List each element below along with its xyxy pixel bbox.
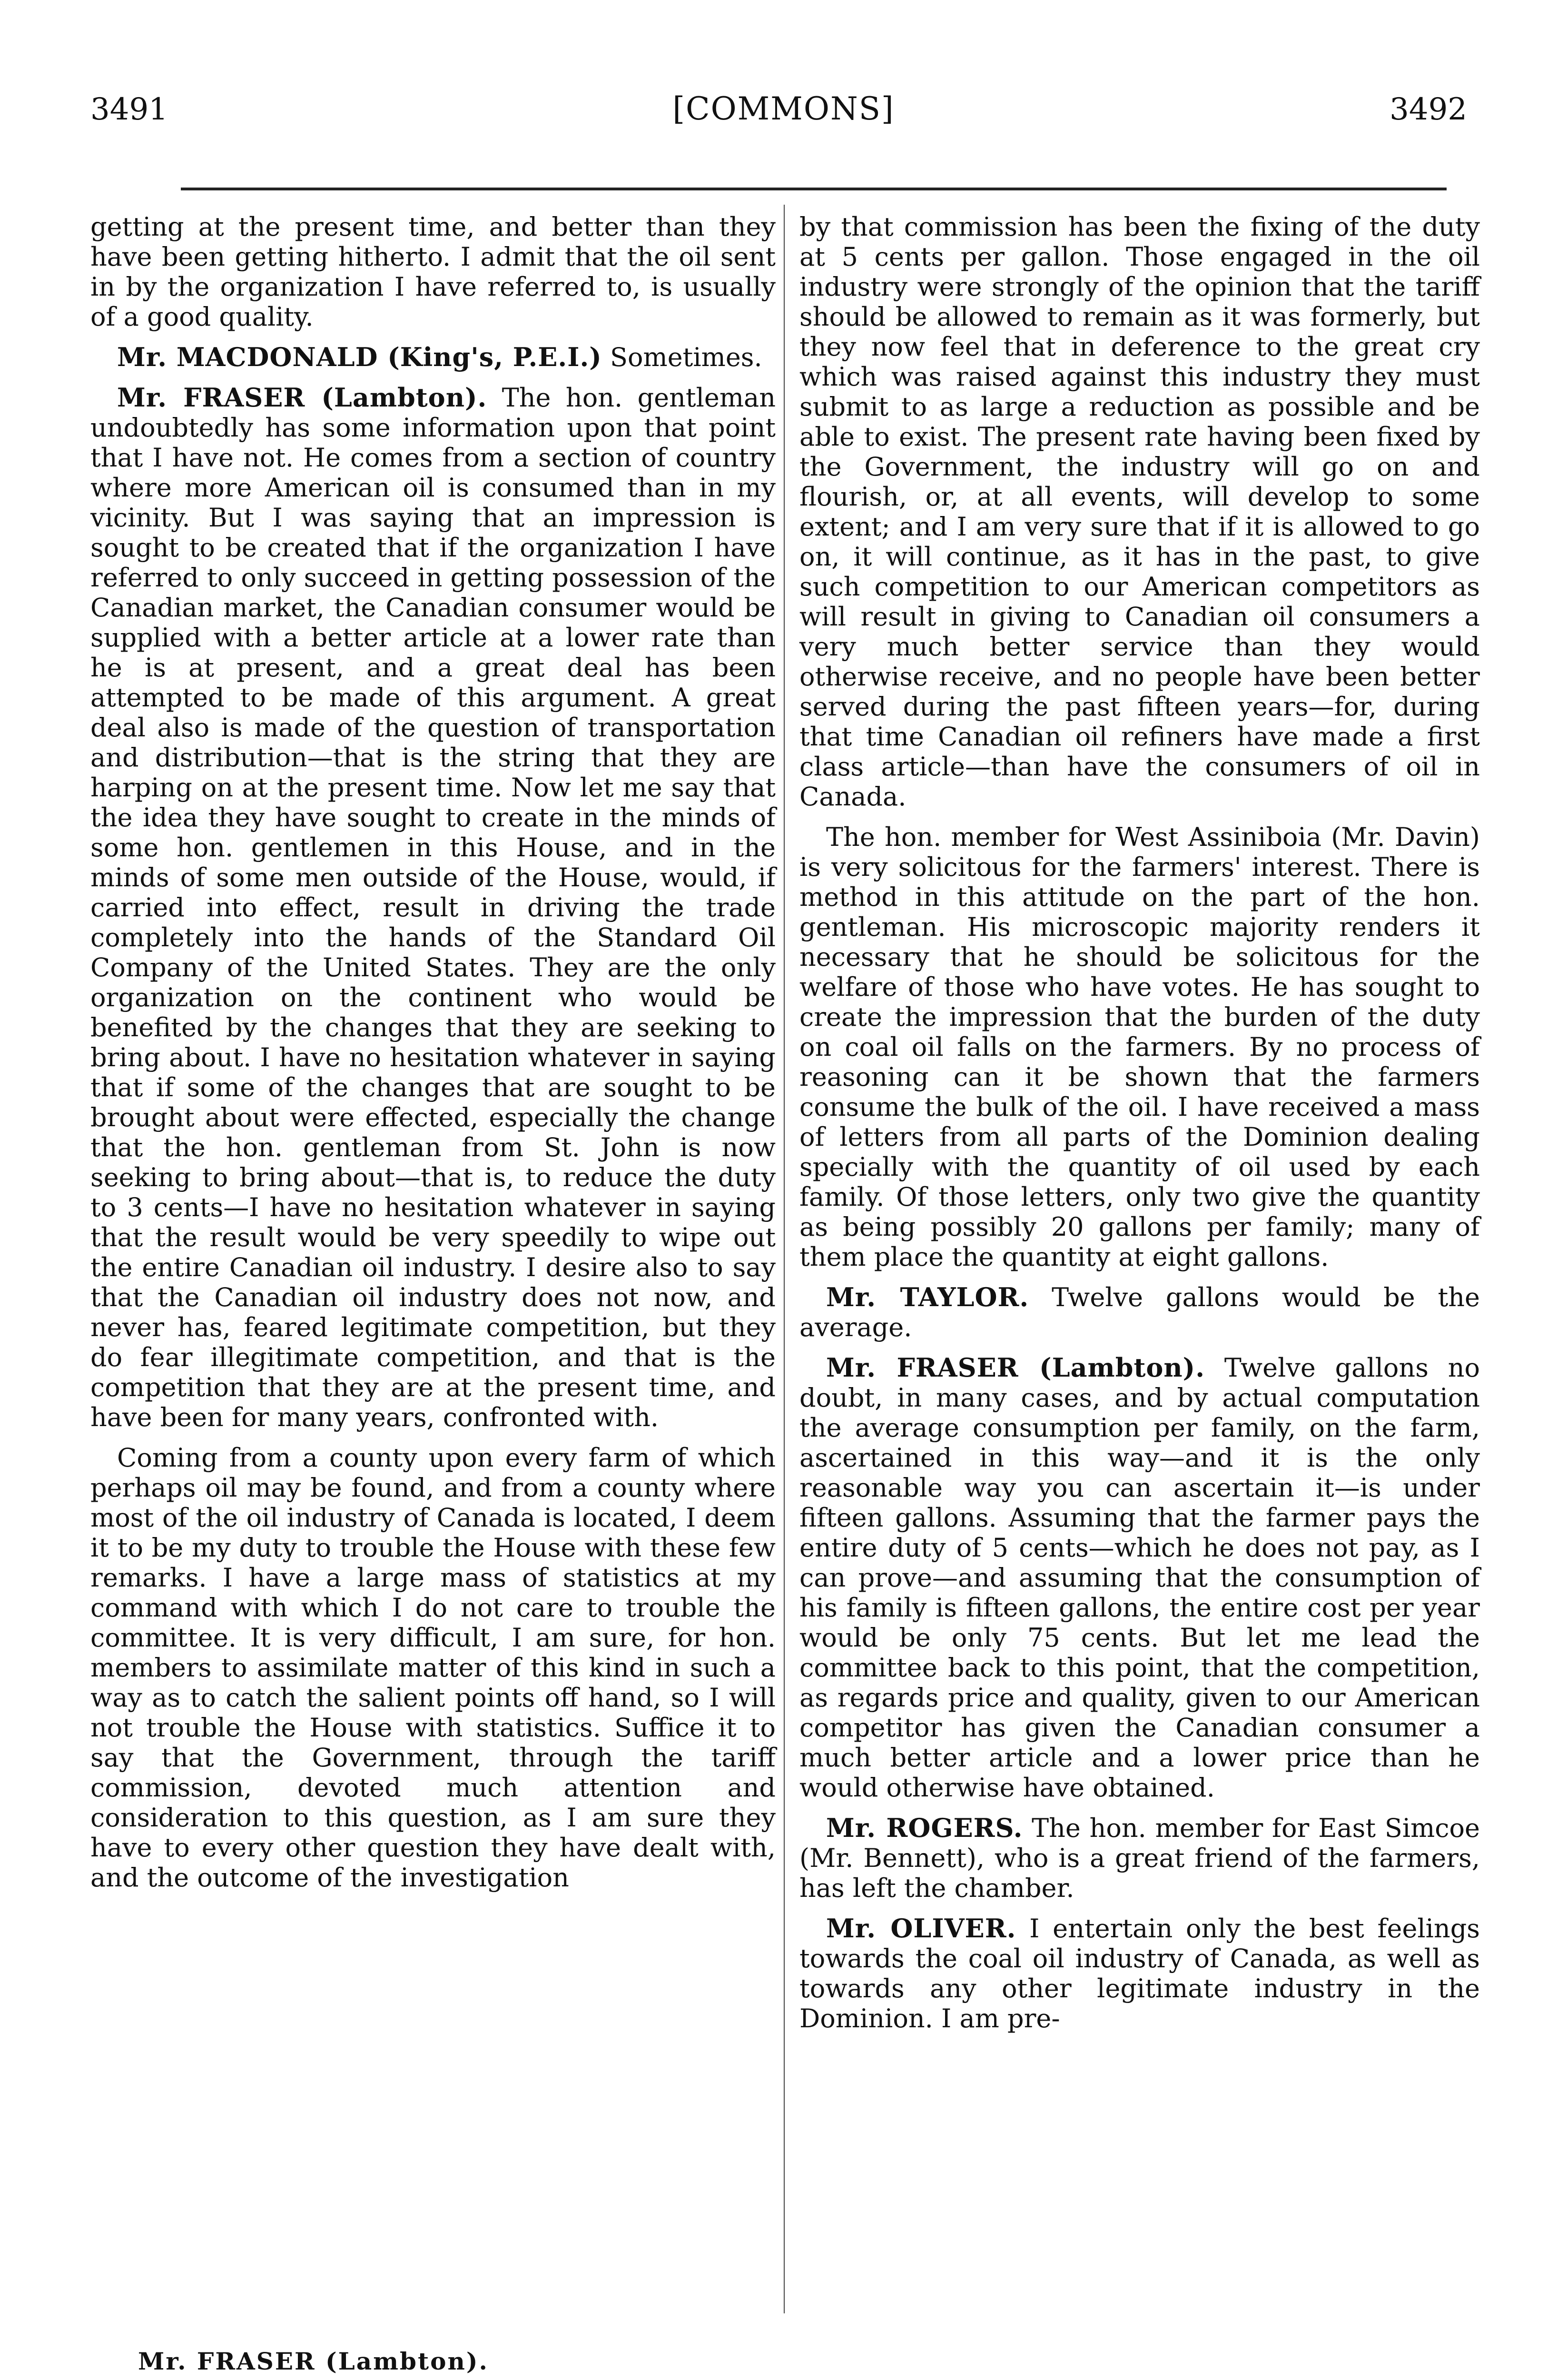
- speech-text: Twelve gallons would be the average.: [799, 1282, 1480, 1342]
- page-number-right: 3492: [1390, 92, 1467, 127]
- speaker-name: Mr. FRASER (Lambton).: [117, 382, 487, 413]
- paragraph: Coming from a county upon every farm of which perhaps oil may be found, and from a county where most of the oil industry of Canada is located, I deem it to be my duty to trouble the House with these few remarks. I have a large mass of statistics at my command with which I do not care to trouble the committee. It is very difficult, I am sure, for hon. members to assimilate matter of this kind in such a way as to catch the salient points off hand, so I will not trouble the House with statistics. Suffice it to say that the Government, through the tariff commission, devoted much attention and consideration to this question, as I am sure they have to every other question they have dealt with, and the outcome of the investigation: [90, 1443, 776, 1893]
- speech-paragraph: [799, 1914, 1480, 2033]
- column-divider: [784, 205, 785, 2313]
- speech-text: Sometimes.: [610, 342, 762, 372]
- speech-paragraph: [90, 342, 776, 372]
- paragraph: by that commission has been the fixing of the duty at 5 cents per gallon. Those engaged in the oil industry were strongly of the opinion that the tariff should be allowed to remain as it was formerly, but they now feel that in deference to the great cry which was raised against this industry they must submit to as large a reduction as possible and be able to exist. The present rate having been fixed by the Government, the industry will go on and flourish, or, at all events, will develop to some extent; and I am very sure that if it is allowed to go on, it will continue, as it has in the past, to give such competition to our American competitors as will result in giving to Canadian oil consumers a very much better service than they would otherwise receive, and no people have been better served during the past fifteen years—for, during that time Canadian oil refiners have made a first class article—than have the consumers of oil in Canada.: [799, 212, 1480, 812]
- footer-speaker: Mr. FRASER (Lambton).: [138, 2347, 489, 2375]
- paragraph: getting at the present time, and better than they have been getting hitherto. I admit that the oil sent in by the organization I have referred to, is usually of a good quality.: [90, 212, 776, 332]
- speech-paragraph: [799, 1353, 1480, 1803]
- speech-text: Twelve gallons no doubt, in many cases, and by actual computation the average consumption per family, on the farm, ascertained in this way—and it is the only reasonable way you can ascertain it—is under fifteen gallons. Assuming that the farmer pays the entire duty of 5 cents—which he does not pay, as I can prove—and assuming that the consumption of his family is fifteen gallons, the entire cost per year would be only 75 cents. But let me lead the committee back to this point, that the competition, as regards price and quality, given to our American competitor has given the Canadian consumer a much better article and a lower price than he would otherwise have obtained.: [799, 1353, 1480, 1803]
- speaker-name: Mr. OLIVER.: [826, 1913, 1016, 1944]
- speech-paragraph: [90, 383, 776, 1432]
- speech-text: The hon. member for East Simcoe (Mr. Bennett), who is a great friend of the farmers, has left the chamber.: [799, 1813, 1480, 1903]
- left-column: [90, 212, 776, 1903]
- speaker-name: Mr. ROGERS.: [826, 1813, 1023, 1843]
- paragraph: The hon. member for West Assiniboia (Mr. Davin) is very solicitous for the farmers' interest. There is method in this attitude on the part of the hon. gentleman. His microscopic majority renders it necessary that he should be solicitous for the welfare of those who have votes. He has sought to create the impression that the burden of the duty on coal oil falls on the farmers. By no process of reasoning can it be shown that the farmers consume the bulk of the oil. I have received a mass of letters from all parts of the Dominion dealing specially with the quantity of oil used by each family. Of those letters, only two give the quantity as being possibly 20 gallons per family; many of them place the quantity at eight gallons.: [799, 822, 1480, 1272]
- speaker-name: Mr. MACDONALD (King's, P.E.I.): [117, 342, 602, 372]
- running-head: [COMMONS]: [672, 90, 895, 127]
- speech-paragraph: [799, 1813, 1480, 1903]
- speech-text: The hon. gentleman undoubtedly has some information upon that point that I have not. He comes from a section of country where more American oil is consumed than in my vicinity. But I was saying that an impression is sought to be created that if the organization I have referred to only succeed in getting possession of the Canadian market, the Canadian consumer would be supplied with a better article at a lower rate than he is at present, and a great deal has been attempted to be made of this argument. A great deal also is made of the question of transportation and distribution—that is the string that they are harping on at the present time. Now let me say that the idea they have sought to create in the minds of some hon. gentlemen in this House, and in the minds of some men outside of the House, would, if carried into effect, result in driving the trade completely into the hands of the Standard Oil Company of the United States. They are the only organization on the continent who would be benefited by the changes that they are seeking to bring about. I have no hesitation whatever in saying that if some of the changes that are sought to be brought about were effected, especially the change that the hon. gentleman from St. John is now seeking to bring about—that is, to reduce the duty to 3 cents—I have no hesitation whatever in saying that the result would be very speedily to wipe out the entire Canadian oil industry. I desire also to say that the Canadian oil industry does not now, and never has, feared legitimate competition, but they do fear illegitimate competition, and that is the competition that they are at the present time, and have been for many years, confronted with.: [90, 383, 776, 1432]
- page-number-left: 3491: [90, 92, 168, 127]
- speech-paragraph: [799, 1282, 1480, 1342]
- header-rule: [181, 188, 1447, 190]
- right-column: [799, 212, 1480, 2044]
- page-header: [0, 0, 1567, 171]
- speech-text: I entertain only the best feelings towards the coal oil industry of Canada, as well as towards any other legitimate industry in the Dominion. I am pre-: [799, 1914, 1480, 2033]
- speaker-name: Mr. TAYLOR.: [826, 1282, 1029, 1312]
- speaker-name: Mr. FRASER (Lambton).: [826, 1352, 1205, 1383]
